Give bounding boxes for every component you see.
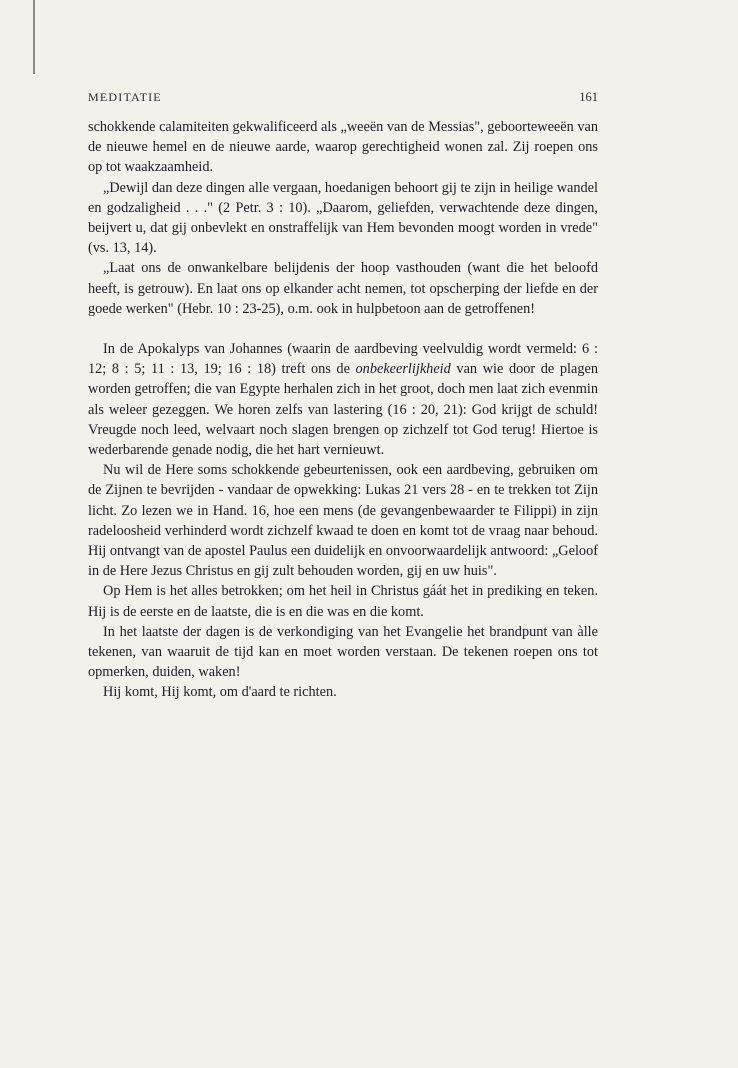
paragraph: „Laat ons de onwankelbare belijdenis der hoop vasthouden (want die het beloofd heeft, is getrouw). En laat ons op elkander acht nemen, tot opscherping der liefde en der goede werken" (Hebr. 10 : 23-25), o.m. ook in hulpbetoon aan de getroffenen! [88, 260, 598, 317]
paragraph: „Dewijl dan deze dingen alle vergaan, hoedanigen behoort gij te zijn in heilige wandel en godzaligheid . . ." (2 Petr. 3 : 10). „Daarom, geliefden, verwachtende deze dingen, beijvert u, dat gij onbevlekt en onstraffelijk van Hem bevonden moogt worden in vrede" (vs. 13, 14). [88, 179, 598, 257]
running-head: MEDITATIE [88, 90, 162, 104]
paragraph: Nu wil de Here soms schokkende gebeurtenissen, ook een aardbeving, gebruiken om de Zijnen te bevrijden - vandaar de opwekking: Lukas 21 vers 28 - en te trekken tot Zijn licht. Zo lezen we in Hand. 16, hoe een mens (de gevangenbewaarder te Filippi) in zijn radeloosheid verhinderd wordt zichzelf kwaad te doen en komt tot de vraag naar behoud. Hij ontvangt van de apostel Paulus een duidelijk en onvoorwaardelijk antwoord: „Geloof in de Here Jezus Christus en gij zult behouden worden, gij en uw huis". [88, 462, 598, 580]
paragraph [88, 339, 598, 460]
page-edge-line [33, 0, 35, 74]
page-number: 161 [579, 90, 598, 104]
paragraph: In het laatste der dagen is de verkondiging van het Evangelie het brandpunt van àlle tekenen, van waaruit de tijd kan en moet worden verstaan. De tekenen roepen ons tot opmerken, duiden, waken! [88, 623, 598, 681]
paragraph: schokkende calamiteiten gekwalificeerd als „weeën van de Messias", geboorteweeën van de nieuwe hemel en de nieuwe aarde, waarop gerechtigheid wonen zal. Zij roepen ons op tot waakzaamheid. [88, 119, 598, 176]
section-break [88, 319, 598, 339]
paragraph-text: In de Apokalyps van Johannes (waarin de aardbeving veelvuldig wordt vermeld: 6 : 12; 8 : 5; 11 : 13, 19; 16 : 18) treft ons de [88, 341, 598, 378]
emphasized-word: onbekeerlijkheid [355, 361, 451, 378]
page-header [88, 90, 598, 106]
paragraph-text: van wie door de plagen worden getroffen; die van Egypte herhalen zich in het groot, doch men laat zich evenmin als weleer gezeggen. We horen zelfs van lastering (16 : 20, 21): God krijgt de schuld! Vreugde noch leed, welvaart noch slagen brengen op zichzelf tot God terug! Hiertoe is wederbarende genade nodig, die het hart vernieuwt. [88, 361, 598, 459]
paragraph: Hij komt, Hij komt, om d'aard te richten. [103, 684, 337, 701]
page-body [88, 117, 598, 703]
paragraph: Op Hem is het alles betrokken; om het heil in Christus gáát het in prediking en teken. Hij is de eerste en de laatste, die is en die was en die komt. [88, 583, 598, 620]
